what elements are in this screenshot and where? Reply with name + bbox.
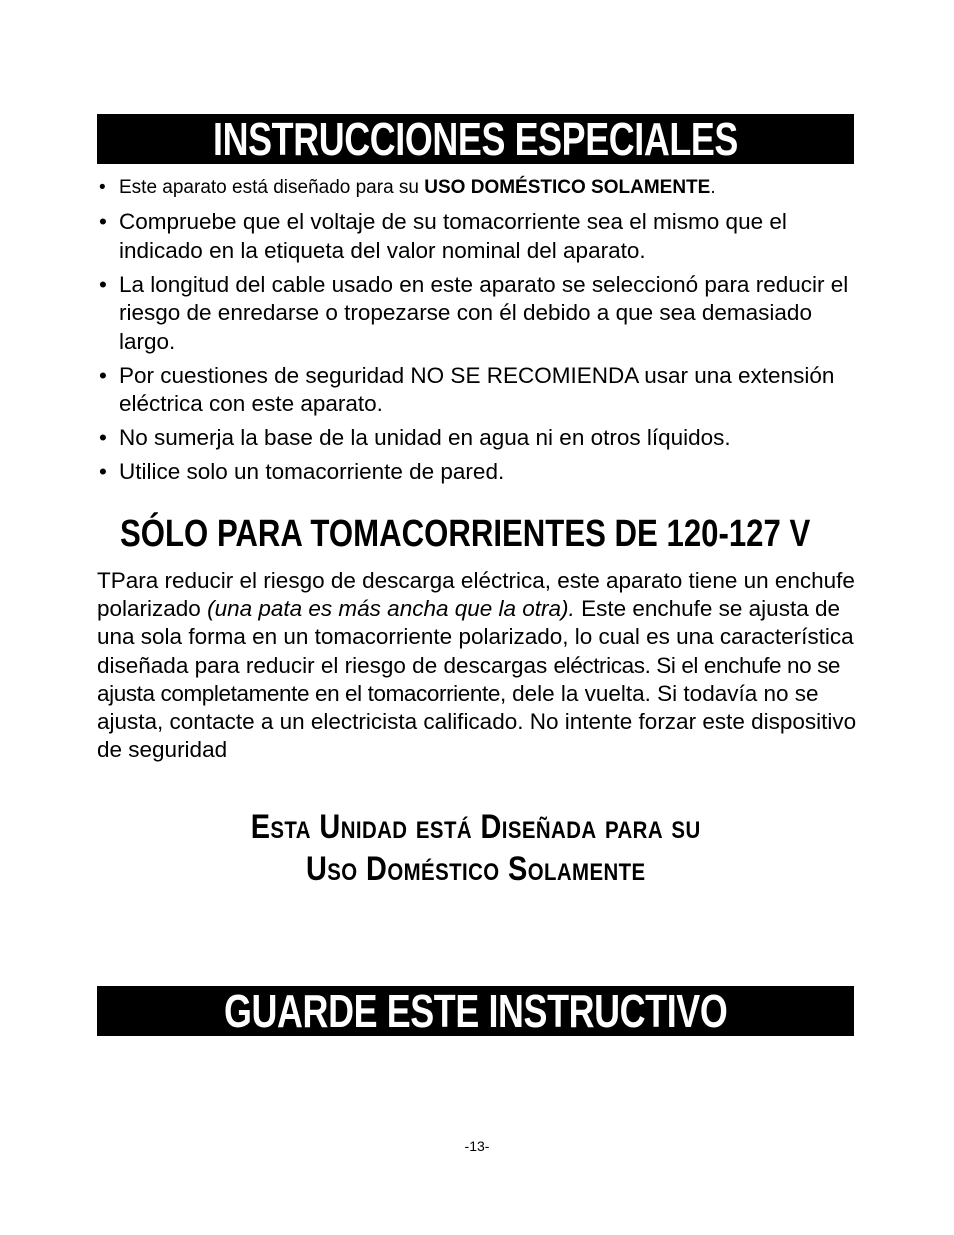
notice-line-1: Esta Unidad está Diseñada para su [250,808,701,846]
list-item: • Por cuestiones de seguridad NO SE RECOMIENDA usar una extensión eléctrica con este aparato. [97,362,867,419]
polarized-plug-paragraph [97,567,872,764]
notice-line-2: Uso Doméstico Solamente [305,850,646,888]
paragraph-text-4: dele la vuelta. Si todavía no se ajusta, contacte a un electricista calificado. No intente forzar este dispositivo de seguridad [97,680,857,763]
paragraph-text-1: TPara reducir el riesgo de descarga eléctrica, este aparato tiene un enchufe polarizado [97,568,855,622]
header-banner-special-instructions [97,114,854,164]
paragraph-text-3: eléctricas. Si el enchufe no se ajusta completamente en el tomacorriente, [97,652,841,706]
paragraph-text-2: Este enchufe se ajusta de una sola forma en un tomacorriente polarizado, lo cual es una característica diseñada para reducir el riesgo de descargas [97,596,854,678]
section-heading-polarized-outlet [120,510,920,558]
section-heading-text: SÓLO PARA TOMACORRIENTES DE 120-127 V [120,513,811,555]
list-item [97,174,867,203]
paragraph-italic-note: (una pata es más ancha que la otra). [207,596,575,622]
footer-banner-save-instructions [97,986,854,1036]
header-banner-title: INSTRUCCIONES ESPECIALES [213,114,738,164]
household-use-notice [97,806,854,890]
list-item: • Compruebe que el voltaje de su tomacorriente sea el mismo que el indicado en la etiqueta del valor nominal del aparato. [97,208,867,265]
page-number: -13- [464,1138,490,1154]
footer-banner-title: GUARDE ESTE INSTRUCTIVO [223,986,728,1036]
list-item-text: Este aparato está diseñado para su [119,177,425,198]
list-item-period: . [710,177,716,198]
instructions-list [97,174,867,492]
list-item: • Utilice solo un tomacorriente de pared. [97,458,867,487]
household-use-emphasis: USO DOMÉSTICO SOLAMENTE [424,177,711,198]
list-item: • La longitud del cable usado en este aparato se seleccionó para reducir el riesgo de enredarse o tropezarse con él debido a que sea demasiado largo. [97,271,867,357]
list-item: • No sumerja la base de la unidad en agua ni en otros líquidos. [97,424,867,453]
